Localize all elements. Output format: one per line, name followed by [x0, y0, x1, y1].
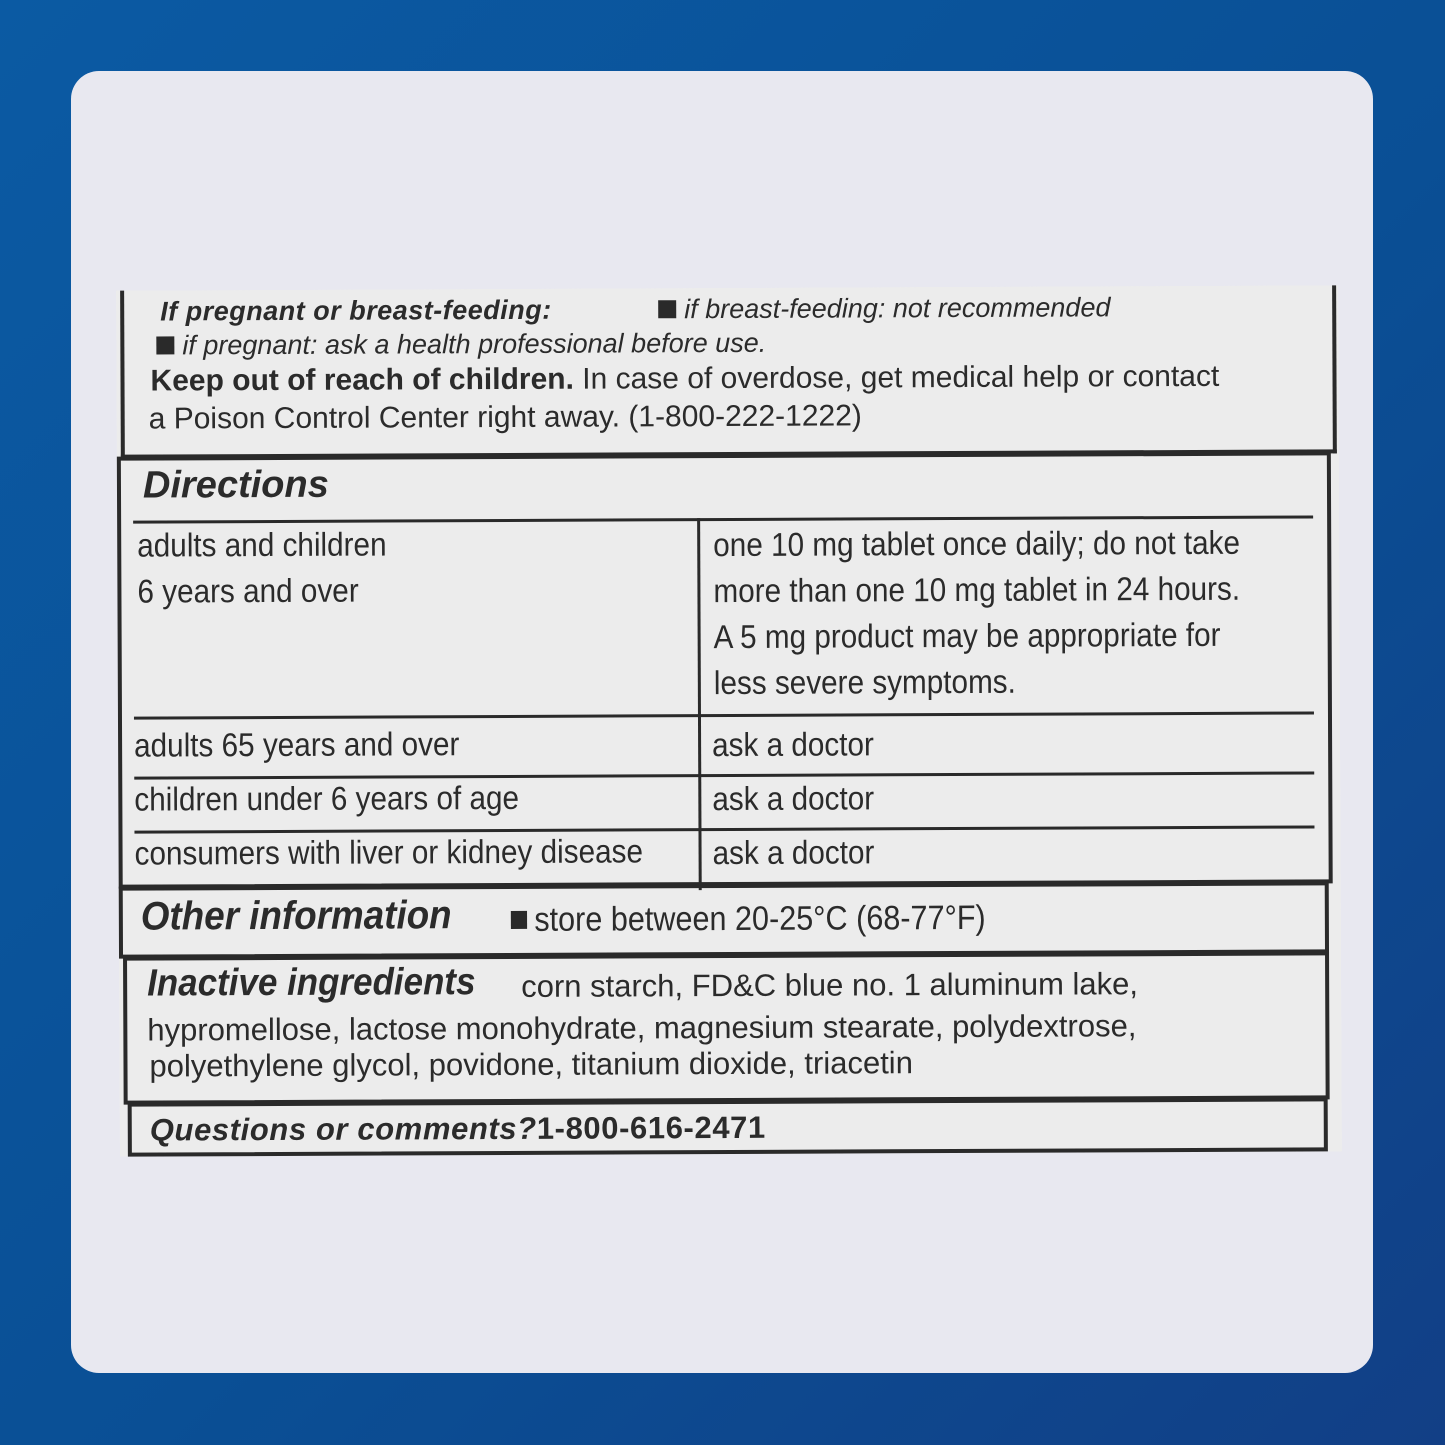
- storage-bullet: store between 20-25°C (68-77°F): [511, 899, 986, 940]
- row1-who: adults and children 6 years and over: [137, 525, 387, 610]
- questions-section: [128, 1097, 1328, 1156]
- table-row-divider: [134, 711, 1314, 719]
- other-information-section: [119, 881, 1329, 958]
- questions-heading: Questions or comments?: [149, 1110, 537, 1148]
- row3-dose: ask a doctor: [712, 779, 875, 818]
- bullet-square-icon: [658, 300, 676, 318]
- bullet-square-icon: [511, 911, 527, 929]
- row4-who: consumers with liver or kidney disease: [134, 832, 644, 872]
- warnings-section: [120, 285, 1337, 458]
- row1-dose: one 10 mg tablet once daily; do not take more than one 10 mg tablet in 24 hours. A 5 mg product may be appropriate for less severe symptoms.: [713, 523, 1241, 702]
- drug-facts-label: [116, 285, 1342, 1156]
- row2-who: adults 65 years and over: [134, 725, 460, 764]
- ingredients-line-1: corn starch, FD&C blue no. 1 aluminum lake,: [521, 966, 1139, 1004]
- ingredients-line-3: polyethylene glycol, povidone, titanium dioxide, triacetin: [149, 1045, 913, 1084]
- other-information-heading: Other information: [140, 893, 452, 939]
- column-divider: [697, 518, 702, 890]
- pregnant-heading: If pregnant or breast-feeding:: [160, 294, 552, 327]
- questions-phone: 1-800-616-2471: [536, 1109, 766, 1146]
- directions-section: [117, 451, 1333, 888]
- pregnant-bullet: if pregnant: ask a health professional before use.: [156, 328, 766, 362]
- bullet-square-icon: [156, 336, 174, 354]
- keep-out-line: Keep out of reach of children. In case of overdose, get medical help or contact: [150, 359, 1220, 398]
- directions-heading: Directions: [142, 463, 329, 507]
- breastfeeding-bullet: if breast-feeding: not recommended: [658, 292, 1110, 325]
- ingredients-line-2: hypromellose, lactose monohydrate, magnesium stearate, polydextrose,: [147, 1008, 1137, 1048]
- poison-control-line: a Poison Control Center right away. (1-800-222-1222): [148, 399, 862, 436]
- row3-who: children under 6 years of age: [134, 778, 520, 818]
- row2-dose: ask a doctor: [712, 725, 874, 764]
- row4-dose: ask a doctor: [712, 833, 875, 872]
- inactive-ingredients-section: [123, 951, 1330, 1104]
- inactive-ingredients-heading: Inactive ingredients: [147, 961, 476, 1005]
